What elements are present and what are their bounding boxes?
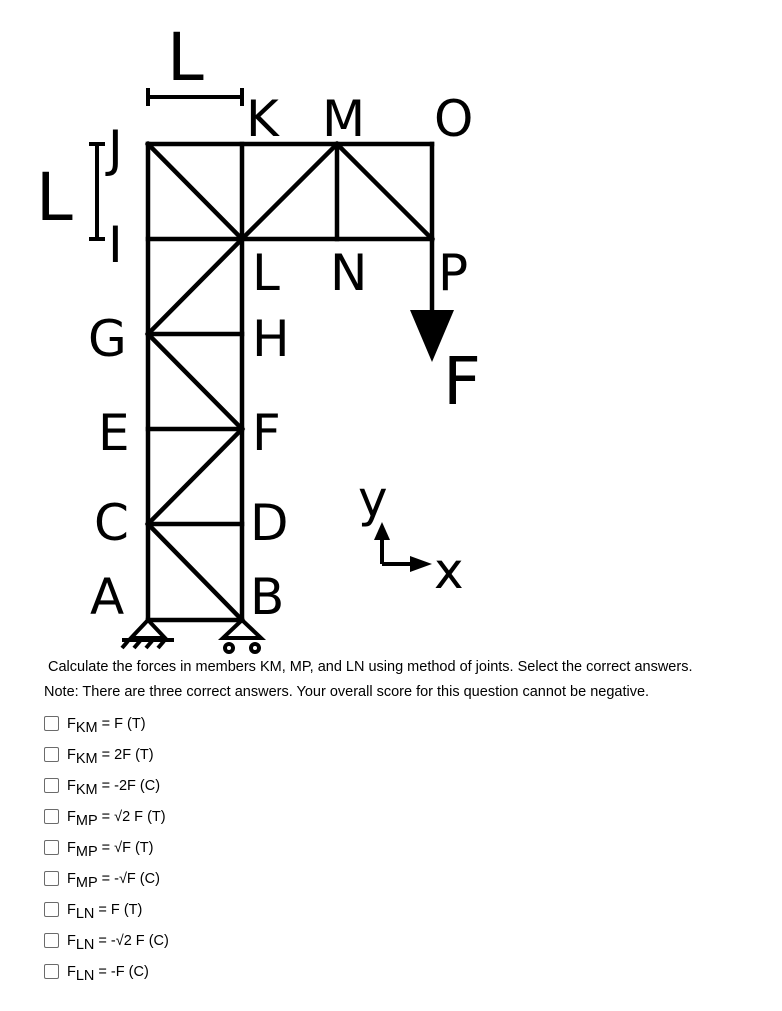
node-label-h: H <box>252 310 290 368</box>
axis-y-label: y <box>358 470 388 528</box>
node-label-p: P <box>438 244 469 302</box>
answer-checkbox[interactable] <box>44 933 59 948</box>
dimension-top-label: L <box>167 19 204 96</box>
node-label-k: K <box>246 90 279 148</box>
question-note: Note: There are three correct answers. Your overall score for this question cannot be negative. <box>44 684 650 700</box>
node-label-a: A <box>90 568 125 626</box>
answer-option[interactable] <box>44 739 169 770</box>
node-label-f: F <box>252 404 281 462</box>
answer-option[interactable] <box>44 832 169 863</box>
node-label-g: G <box>88 310 127 368</box>
answer-option[interactable] <box>44 925 169 956</box>
answer-options <box>44 708 169 987</box>
axis-x-label: x <box>434 542 464 600</box>
force-label: F <box>443 343 481 420</box>
node-label-i: I <box>108 216 123 274</box>
answer-text: $F_{MP} = √F$ (T) <box>67 839 154 860</box>
answer-text: $F_{LN} = F$ (T) <box>67 901 143 922</box>
node-label-j: J <box>108 120 123 178</box>
answer-option[interactable] <box>44 863 169 894</box>
answer-text: $F_{LN} = -√2$ F (C) <box>67 932 169 953</box>
answer-text: $F_{MP} = √2$ F (T) <box>67 808 166 829</box>
answer-checkbox[interactable] <box>44 716 59 731</box>
dimension-left-label: L <box>36 159 73 236</box>
dimension-left <box>89 144 105 239</box>
answer-checkbox[interactable] <box>44 778 59 793</box>
answer-option[interactable] <box>44 956 169 987</box>
node-label-b: B <box>250 568 285 626</box>
node-label-n: N <box>330 244 368 302</box>
answer-checkbox[interactable] <box>44 840 59 855</box>
answer-option[interactable] <box>44 894 169 925</box>
answer-option[interactable] <box>44 801 169 832</box>
node-label-o: O <box>434 90 474 148</box>
truss-diagram <box>0 0 520 660</box>
answer-text: $F_{KM} = 2F$ (T) <box>67 746 154 767</box>
answer-option[interactable] <box>44 708 169 739</box>
truss-members <box>148 144 432 620</box>
answer-text: $F_{KM} = F$ (T) <box>67 715 146 736</box>
node-label-l: L <box>252 244 280 302</box>
answer-text: $F_{LN} = -F$ (C) <box>67 963 149 984</box>
answer-option[interactable] <box>44 770 169 801</box>
answer-checkbox[interactable] <box>44 747 59 762</box>
question-prompt: Calculate the forces in members KM, MP, and LN using method of joints. Select the correct answers. <box>48 659 693 675</box>
answer-checkbox[interactable] <box>44 871 59 886</box>
answer-text: $F_{MP} = -√F$ (C) <box>67 870 160 891</box>
answer-checkbox[interactable] <box>44 809 59 824</box>
answer-checkbox[interactable] <box>44 964 59 979</box>
answer-checkbox[interactable] <box>44 902 59 917</box>
node-label-d: D <box>250 494 289 552</box>
axes-icon <box>374 522 432 572</box>
pin-support-icon <box>122 620 174 648</box>
answer-text: $F_{KM} = -2F$ (C) <box>67 777 161 798</box>
node-label-c: C <box>94 494 129 552</box>
node-label-e: E <box>98 404 130 462</box>
node-label-m: M <box>322 90 366 148</box>
